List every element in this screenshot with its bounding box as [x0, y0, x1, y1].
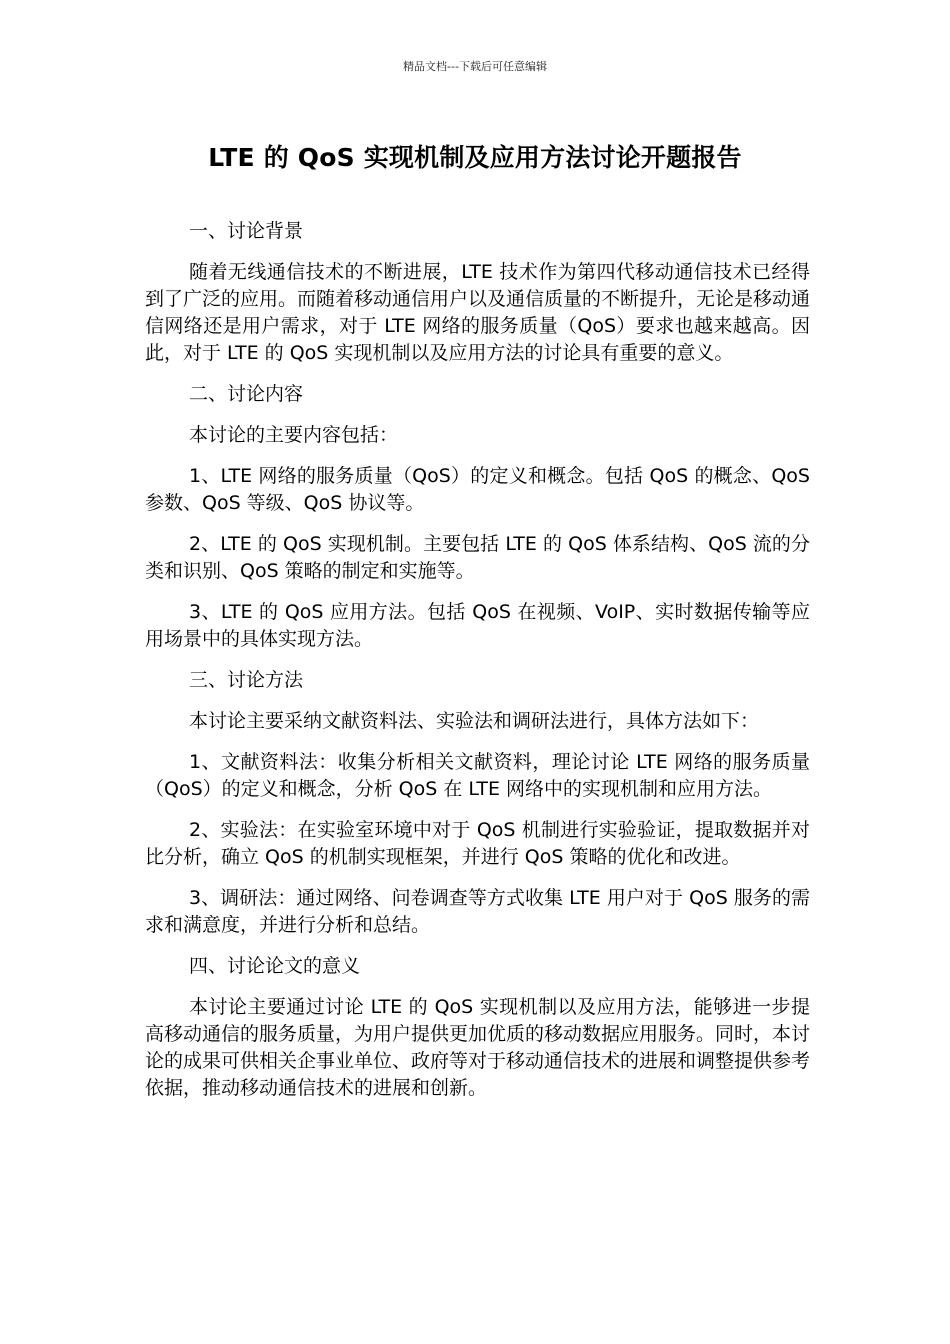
significance-paragraph: 本讨论主要通过讨论 LTE 的 QoS 实现机制以及应用方法，能够进一步提高移动通信的服务质量，为用户提供更加优质的移动数据应用服务。同时，本讨论的成果可供相关企事业单位、政府等对于移动通信技术的进展和调整提供参考依据，推动移动通信技术的进展和创新。 — [145, 996, 811, 1099]
content-item-3: 3、LTE 的 QoS 应用方法。包括 QoS 在视频、VoIP、实时数据传输等应用场景中的具体实现方法。 — [145, 601, 810, 650]
section-heading-background: 一、讨论背景 — [189, 220, 304, 242]
content-item-1: 1、LTE 网络的服务质量（QoS）的定义和概念。包括 QoS 的概念、QoS 参数、QoS 等级、QoS 协议等。 — [145, 465, 810, 514]
methods-intro: 本讨论主要采纳文献资料法、实验法和调研法进行，具体方法如下： — [189, 710, 760, 732]
methods-item-2: 2、实验法：在实验室环境中对于 QoS 机制进行实验验证，提取数据并对比分析，确立 QoS 的机制实现框架，并进行 QoS 策略的优化和改进。 — [145, 819, 810, 868]
methods-item-3: 3、调研法：通过网络、问卷调查等方式收集 LTE 用户对于 QoS 服务的需求和满意度，并进行分析和总结。 — [145, 887, 810, 936]
page-header: 精品文档---下载后可任意编辑 — [403, 60, 547, 73]
section-heading-significance: 四、讨论论文的意义 — [189, 955, 361, 977]
background-paragraph: 随着无线通信技术的不断进展，LTE 技术作为第四代移动通信技术已经得到了广泛的应用。而随着移动通信用户以及通信质量的不断提升，无论是移动通信网络还是用户需求，对于 LTE 网络的服务质量（QoS）要求也越来越高。因此，对于 LTE 的 QoS 实现机制以及应用方法的讨论具有重要的意义。 — [145, 261, 811, 364]
document-body — [145, 218, 810, 1116]
document-title: LTE 的 QoS 实现机制及应用方法讨论开题报告 — [208, 143, 742, 172]
content-intro: 本讨论的主要内容包括： — [189, 424, 399, 446]
methods-item-1: 1、文献资料法：收集分析相关文献资料，理论讨论 LTE 网络的服务质量（QoS）的定义和概念，分析 QoS 在 LTE 网络中的实现机制和应用方法。 — [145, 751, 810, 800]
section-heading-methods: 三、讨论方法 — [189, 669, 304, 691]
content-item-2: 2、LTE 的 QoS 实现机制。主要包括 LTE 的 QoS 体系结构、QoS 流的分类和识别、QoS 策略的制定和实施等。 — [145, 533, 810, 582]
section-heading-content: 二、讨论内容 — [189, 383, 304, 405]
